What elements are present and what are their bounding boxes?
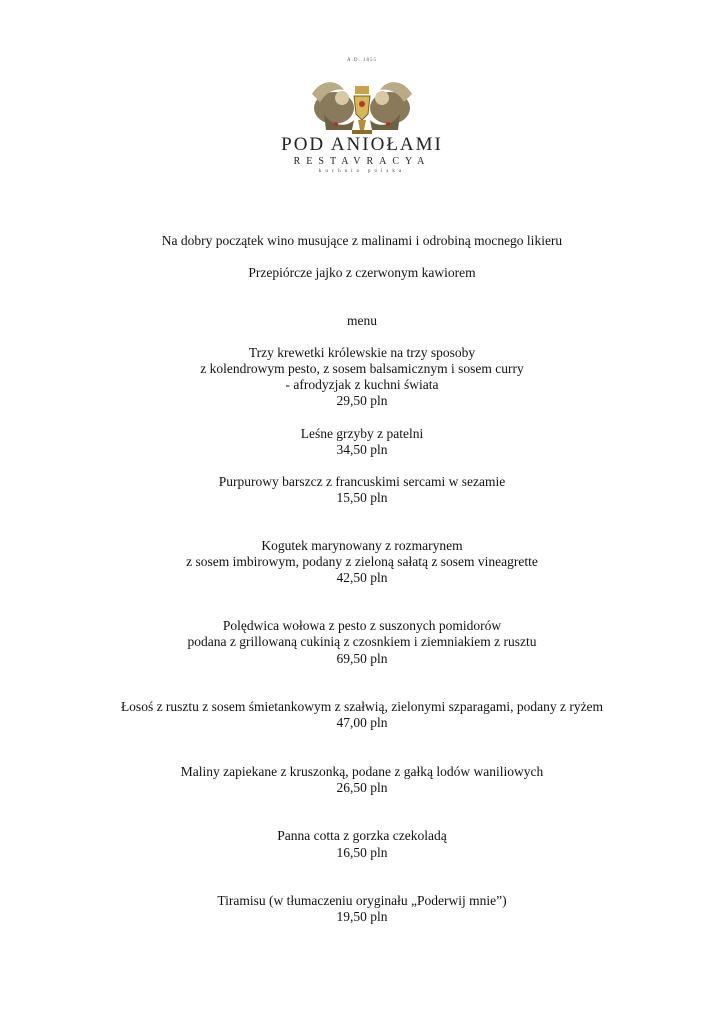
logo-subtitle: RESTAVRACYA [293, 156, 431, 167]
dish-6-line-1: Łosoś z rusztu z sosem śmietankowym z szałwią, zielonymi szparagami, podany z ryżem [120, 699, 604, 714]
dish-7-price: 26,50 pln [336, 780, 388, 795]
dish-2-line-1: Leśne grzyby z patelni [300, 426, 424, 441]
logo-name: POD ANIOŁAMI [281, 134, 443, 155]
dish-1-price: 29,50 pln [336, 393, 388, 408]
dish-1-line-3: - afrodyzjak z kuchni świata [285, 377, 439, 392]
dish-5-line-2: podana z grillowaną cukinią z czosnkiem i ziemniakiem z rusztu [187, 634, 537, 649]
logo-established: A.D. 1855 [347, 58, 377, 63]
dish-4-price: 42,50 pln [336, 570, 388, 585]
dish-5-price: 69,50 pln [336, 651, 388, 666]
dish-2-price: 34,50 pln [336, 442, 388, 457]
dish-8-line-1: Panna cotta z gorzka czekoladą [277, 828, 447, 843]
dish-7-line-1: Maliny zapiekane z kruszonką, podane z gałką lodów waniliowych [180, 764, 544, 779]
dish-3-price: 15,50 pln [336, 490, 388, 505]
dish-4-line-1: Kogutek marynowany z rozmarynem [261, 538, 463, 553]
dish-8-price: 16,50 pln [336, 845, 388, 860]
dish-1-line-1: Trzy krewetki królewskie na trzy sposoby [248, 345, 476, 360]
amuse-bouche: Przepiórcze jajko z czerwonym kawiorem [248, 265, 476, 280]
welcome-drink: Na dobry początek wino musujące z malinami i odrobiną mocnego likieru [161, 233, 563, 248]
logo-cuisine: kuchnia polska [318, 169, 406, 174]
angels-emblem-icon [306, 74, 418, 136]
dish-1-line-2: z kolendrowym pesto, z sosem balsamicznym i sosem curry [200, 361, 524, 376]
menu-heading: menu [347, 313, 377, 328]
dish-5-line-1: Polędwica wołowa z pesto z suszonych pomidorów [222, 618, 502, 633]
dish-9-line-1: Tiramisu (w tłumaczeniu oryginału „Poderwij mnie”) [217, 893, 507, 908]
dish-3-line-1: Purpurowy barszcz z francuskimi sercami w sezamie [218, 474, 506, 489]
dish-6-price: 47,00 pln [336, 715, 388, 730]
dish-4-line-2: z sosem imbirowym, podany z zieloną sałatą z sosem vineagrette [186, 554, 538, 569]
restaurant-logo [0, 58, 724, 178]
dish-9-price: 19,50 pln [336, 909, 388, 924]
